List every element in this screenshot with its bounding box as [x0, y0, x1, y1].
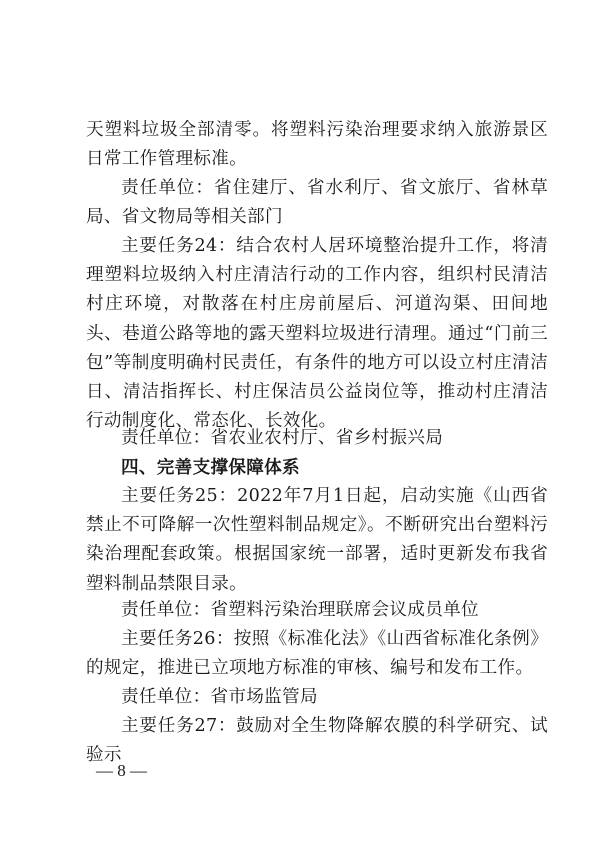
task-24-paragraph: 主要任务24：结合农村人居环境整治提升工作，将清理塑料垃圾纳入村庄清洁行动的工作内容，组织村民清洁村庄环境，对散落在村庄房前屋后、河道沟渠、田间地头、巷道公路等地的露天塑料垃圾进行清理。通过“门前三包”等制度明确村民责任，有条件的地方可以设立村庄清洁日、清洁指挥长、村庄保洁员公益岗位等，推动村庄清洁行动制度化、常态化、长效化。 — [86, 236, 548, 432]
responsible-units-paragraph: 责任单位：省市场监管局 — [121, 687, 318, 707]
page-number: — 8 — — [96, 761, 147, 780]
responsible-units-paragraph: 责任单位：省住建厅、省水利厅、省文旅厅、省林草局、省文物局等相关部门 — [86, 178, 548, 228]
responsible-units-paragraph: 责任单位：省农业农村厅、省乡村振兴局 — [121, 428, 444, 448]
task-27-paragraph: 主要任务27：鼓励对全生物降解农膜的科学研究、试验示 — [86, 716, 548, 766]
task-26-paragraph: 主要任务26：按照《标准化法》《山西省标准化条例》的规定，推进已立项地方标准的审核、编号和发布工作。 — [86, 629, 548, 679]
section-heading: 四、完善支撑保障体系 — [121, 458, 300, 478]
task-25-paragraph: 主要任务25：2022年7月1日起，启动实施《山西省禁止不可降解一次性塑料制品规定》。不断研究出台塑料污染治理配套政策。根据国家统一部署，适时更新发布我省塑料制品禁限目录。 — [86, 486, 548, 594]
responsible-units-paragraph: 责任单位：省塑料污染治理联席会议成员单位 — [121, 600, 479, 620]
paragraph-continuation: 天塑料垃圾全部清零。将塑料污染治理要求纳入旅游景区日常工作管理标准。 — [86, 120, 548, 170]
